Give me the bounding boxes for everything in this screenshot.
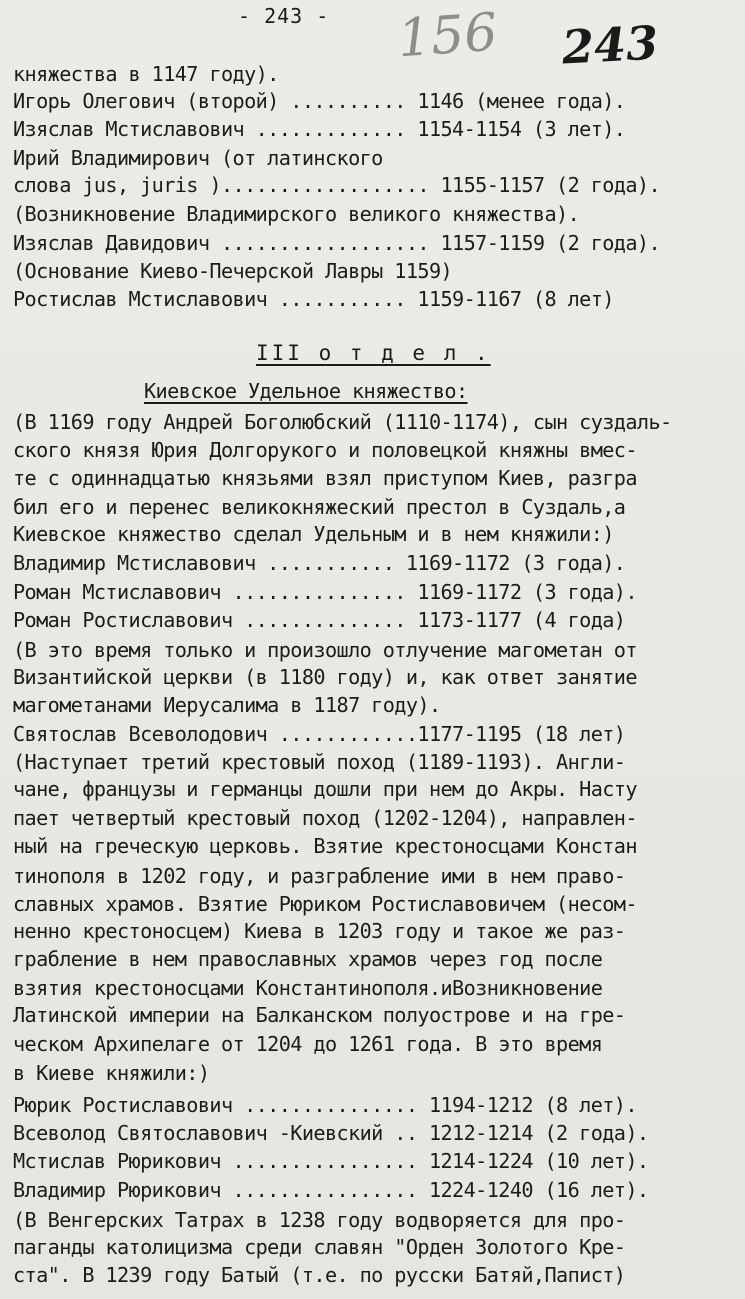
text-line: те с одиннадцатью князьями взял приступом Киев, разгра	[13, 466, 637, 490]
text-line: Византийской церкви (в 1180 году) и, как ответ занятие	[13, 665, 637, 689]
text-line: Мстислав Рюрикович ................ 1214-1224 (10 лет).	[13, 1149, 649, 1173]
text-line: грабление в нем православных храмов через год после	[13, 947, 603, 971]
text-line: Латинской империи на Балканском полуострове и на гре-	[13, 1003, 626, 1027]
text-line: ского князя Юрия Долгорукого и половецкой княжны вмес-	[13, 438, 637, 462]
text-line: слова jus, juris ).................. 1155-1157 (2 года).	[13, 173, 661, 197]
text-line: Киевское княжество сделал Удельным и в нем княжили:)	[13, 522, 614, 546]
text-line: чане, французы и германцы дошли при нем до Акры. Насту	[13, 777, 637, 801]
text-line: Изяслав Давидович .................. 1157-1159 (2 года).	[13, 231, 661, 255]
text-line: тинополя в 1202 году, и разграбление ими в нем право-	[13, 864, 626, 888]
text-line: Игорь Олегович (второй) .......... 1146 (менее года).	[13, 89, 626, 113]
section-subheading: Киевское Удельное княжество:	[144, 379, 468, 403]
handwritten-page-number: 243	[560, 15, 660, 75]
text-line: Владимир Рюрикович ................ 1224-1240 (16 лет).	[13, 1178, 649, 1202]
text-line: Ирий Владимирович (от латинского	[13, 146, 383, 170]
handwritten-folio-number: 156	[396, 2, 500, 70]
text-line: Всеволод Святославович -Киевский .. 1212-1214 (2 года).	[13, 1121, 649, 1145]
text-line: славных храмов. Взятие Рюриком Ростиславовичем (несом-	[13, 892, 637, 916]
text-line: магометанами Иерусалима в 1187 году).	[13, 693, 441, 717]
text-line: взятия крестоносцами Константинополя.иВозникновение	[13, 976, 603, 1000]
text-line: Роман Ростиславович .............. 1173-1177 (4 года)	[13, 608, 626, 632]
text-line: ный на греческую церковь. Взятие крестоносцами Констан	[13, 834, 637, 858]
text-line: в Киеве княжили:)	[13, 1061, 210, 1085]
text-line: паганды католицизма среди славян "Орден Золотого Кре-	[13, 1235, 626, 1259]
text-line: Рюрик Ростиславович ............... 1194-1212 (8 лет).	[13, 1093, 637, 1117]
text-line: Святослав Всеволодович ............1177-1195 (18 лет)	[13, 722, 626, 746]
text-line: (В Венгерских Татрах в 1238 году водворяется для про-	[13, 1208, 626, 1232]
text-line: (Наступает третий крестовый поход (1189-1193). Англи-	[13, 750, 626, 774]
text-line: (В 1169 году Андрей Боголюбский (1110-1174), сын суздаль-	[13, 410, 672, 434]
text-line: Ростислав Мстиславович ........... 1159-1167 (8 лет)	[13, 287, 614, 311]
text-line: ста". В 1239 году Батый (т.е. по русски Батяй,Папист)	[13, 1263, 626, 1287]
text-line: бил его и перенес великокняжеский престол в Суздаль,а	[13, 495, 626, 519]
text-line: княжества в 1147 году).	[13, 62, 279, 86]
text-line: Владимир Мстиславович ........... 1169-1172 (3 года).	[13, 551, 626, 575]
text-line: (Возникновение Владимирского великого княжества).	[13, 202, 580, 226]
text-line: (Основание Киево-Печерской Лавры 1159)	[13, 259, 453, 283]
text-line: Роман Мстиславович ............... 1169-1172 (3 года).	[13, 580, 637, 604]
text-line: ненно крестоносцем) Киева в 1203 году и такое же раз-	[13, 919, 626, 943]
text-line: Изяслав Мстиславович ............. 1154-1154 (3 лет).	[13, 117, 626, 141]
text-line: пает четвертый крестовый поход (1202-1204), направлен-	[13, 806, 637, 830]
text-line: (В это время только и произошло отлучение магометан от	[13, 638, 637, 662]
section-heading: III о т д е л .	[256, 341, 491, 365]
text-line: ческом Архипелаге от 1204 до 1261 года. В это время	[13, 1032, 603, 1056]
page-number: - 243 -	[238, 4, 330, 28]
